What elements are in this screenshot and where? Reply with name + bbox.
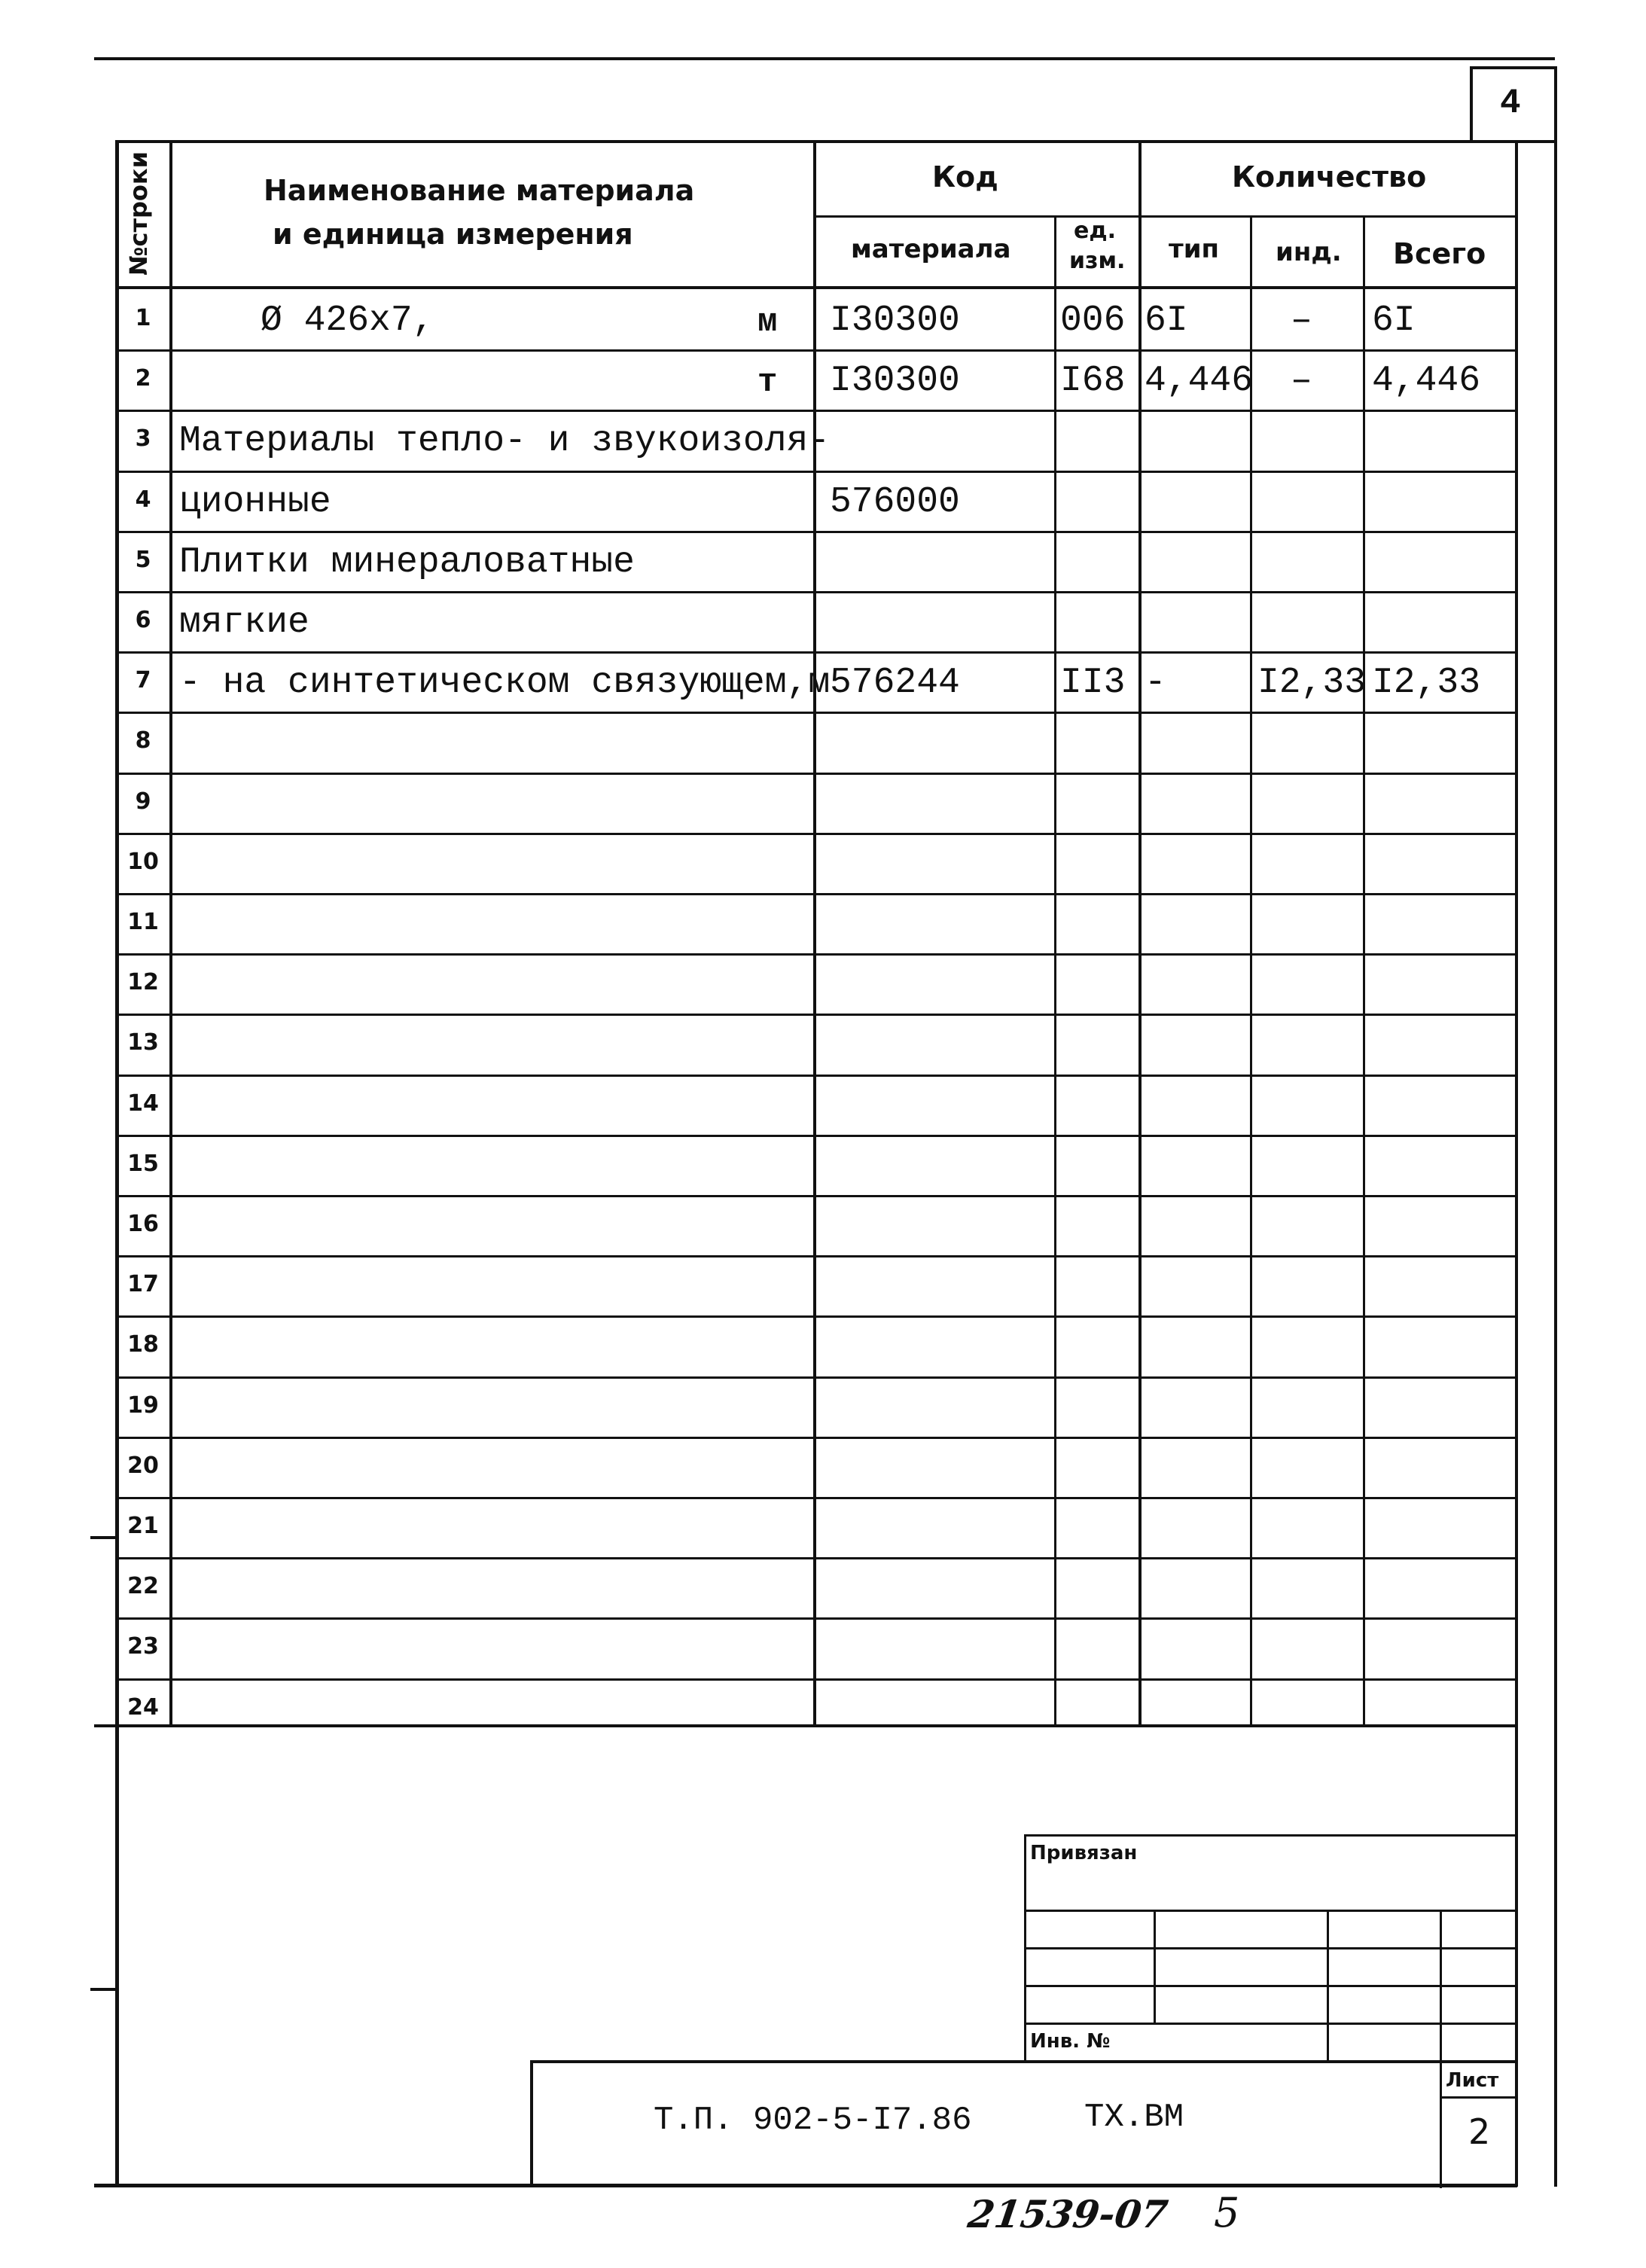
row-number: 22	[127, 1573, 159, 1599]
row-qty-type: 4,446	[1145, 361, 1254, 401]
row-divider	[117, 953, 1517, 956]
stamp-line-1	[1026, 1910, 1517, 1912]
row-qty-total: I2,33	[1372, 663, 1481, 703]
row-name: Плитки минераловатные	[179, 542, 635, 583]
stamp-line-2	[1026, 1947, 1517, 1949]
row-divider	[117, 531, 1517, 533]
row-divider	[117, 1557, 1517, 1559]
stamp-vline-1	[1154, 1910, 1156, 2023]
row-qty-ind: –	[1291, 361, 1312, 401]
row-qty-total: 6I	[1372, 300, 1416, 341]
row-divider	[117, 1617, 1517, 1620]
row-number: 15	[127, 1151, 159, 1177]
stamp-line-4	[1026, 2023, 1517, 2025]
header-qty-total: Всего	[1393, 237, 1486, 270]
row-number: 8	[135, 727, 151, 754]
row-number: 1	[135, 305, 151, 331]
row-code: 576000	[830, 482, 960, 523]
row-code: 576244	[830, 663, 960, 703]
col-line-name	[813, 140, 816, 1727]
frame-bottom	[94, 2184, 1517, 2187]
header-code-group: Код	[932, 160, 998, 194]
row-unit-code: 006	[1060, 300, 1126, 341]
row-unit: м	[757, 303, 778, 341]
row-number: 14	[127, 1090, 159, 1117]
header-name-line1: Наименование материала	[264, 174, 695, 207]
header-mid	[815, 215, 1517, 218]
footer-handwritten-code: 21539-07	[965, 2192, 1171, 2236]
stamp-vline-3	[1440, 1910, 1442, 2188]
title-left	[530, 2060, 533, 2187]
row-number: 10	[127, 849, 159, 875]
row-name: мягкие	[179, 602, 309, 643]
top-rule	[94, 57, 1555, 60]
row-number: 5	[135, 547, 151, 573]
row-code: I30300	[830, 361, 960, 401]
row-divider	[117, 1497, 1517, 1499]
row-divider	[117, 712, 1517, 714]
frame-right	[1515, 140, 1518, 2187]
stamp-privyazan: Привязан	[1030, 1842, 1138, 1864]
header-qty-ind: инд.	[1276, 237, 1342, 267]
page-box-right	[1554, 66, 1557, 2187]
row-number: 4	[135, 486, 151, 513]
row-divider	[117, 349, 1517, 352]
page-box-left	[1470, 66, 1473, 142]
row-divider	[117, 833, 1517, 835]
row-number: 17	[127, 1271, 159, 1297]
title-top	[532, 2060, 1517, 2063]
margin-tick-1	[90, 1536, 119, 1539]
stamp-section: ТХ.ВМ	[1084, 2099, 1184, 2136]
row-qty-type: 6I	[1145, 300, 1188, 341]
row-number: 13	[127, 1029, 159, 1056]
stamp-inv-no: Инв. №	[1030, 2030, 1111, 2053]
header-bottom	[117, 286, 1517, 289]
col-line-ucode	[1054, 215, 1056, 1727]
row-name: Ø 426x7,	[261, 300, 434, 341]
row-divider	[117, 591, 1517, 593]
row-number: 19	[127, 1392, 159, 1419]
row-divider	[117, 1075, 1517, 1077]
page-number: 4	[1500, 84, 1521, 123]
stamp-vline-2	[1327, 1910, 1329, 2060]
margin-tick-2	[90, 1988, 119, 1991]
header-qty-type: тип	[1169, 234, 1220, 264]
row-divider	[117, 1135, 1517, 1137]
header-code-material: материала	[851, 234, 1011, 264]
header-code-unit-1: ед.	[1074, 218, 1116, 244]
row-divider	[117, 1315, 1517, 1318]
stamp-top	[1026, 1834, 1517, 1837]
row-number: 18	[127, 1331, 159, 1358]
row-number: 20	[127, 1453, 159, 1479]
row-divider	[117, 410, 1517, 412]
header-qty-group: Количество	[1232, 160, 1427, 194]
row-unit: т	[757, 364, 778, 401]
row-number: 2	[135, 365, 151, 392]
col-line-rowno	[169, 140, 172, 1727]
row-number: 23	[127, 1633, 159, 1660]
row-divider	[117, 773, 1517, 775]
row-number: 12	[127, 969, 159, 995]
row-qty-total: 4,446	[1372, 361, 1481, 401]
row-qty-ind: I2,33	[1257, 663, 1367, 703]
stamp-designation: Т.П. 902-5-I7.86	[654, 2102, 972, 2139]
page-box-top	[1470, 66, 1557, 69]
col-line-qty	[1138, 140, 1142, 1727]
row-divider	[117, 1437, 1517, 1439]
header-code-unit-2: изм.	[1069, 248, 1126, 274]
stamp-sheet-label: Лист	[1446, 2069, 1499, 2092]
row-divider	[117, 893, 1517, 895]
row-name: Материалы тепло- и звукоизоля-	[179, 421, 831, 462]
row-name: ционные	[179, 482, 331, 523]
row-divider	[117, 1678, 1517, 1681]
row-code: I30300	[830, 300, 960, 341]
row-number: 3	[135, 425, 151, 452]
row-number: 21	[127, 1513, 159, 1539]
table-top	[117, 140, 1556, 143]
row-number: 7	[135, 667, 151, 694]
table-bottom	[94, 1724, 1517, 1727]
row-number: 11	[127, 909, 159, 935]
row-divider	[117, 1255, 1517, 1257]
stamp-sheet-no: 2	[1468, 2111, 1491, 2152]
row-number: 24	[127, 1694, 159, 1721]
row-unit-code: II3	[1060, 663, 1126, 703]
stamp-line-3	[1026, 1985, 1517, 1987]
row-number: 9	[135, 788, 151, 815]
header-row-no: №строки	[124, 151, 153, 276]
row-number: 6	[135, 607, 151, 633]
col-line-ind	[1250, 215, 1252, 1727]
row-divider	[117, 1376, 1517, 1379]
header-name-line2: и единица измерения	[273, 218, 633, 251]
col-line-total	[1363, 215, 1365, 1727]
row-number: 16	[127, 1211, 159, 1237]
row-divider	[117, 1195, 1517, 1197]
row-qty-ind: –	[1291, 300, 1312, 341]
row-divider	[117, 1014, 1517, 1016]
sheet-label-line	[1440, 2096, 1517, 2099]
footer-number: 5	[1214, 2189, 1240, 2236]
row-unit-code: I68	[1060, 361, 1126, 401]
row-name: - на синтетическом связующем,м	[179, 663, 831, 703]
row-divider	[117, 651, 1517, 654]
row-qty-type: -	[1145, 663, 1166, 703]
row-divider	[117, 471, 1517, 473]
